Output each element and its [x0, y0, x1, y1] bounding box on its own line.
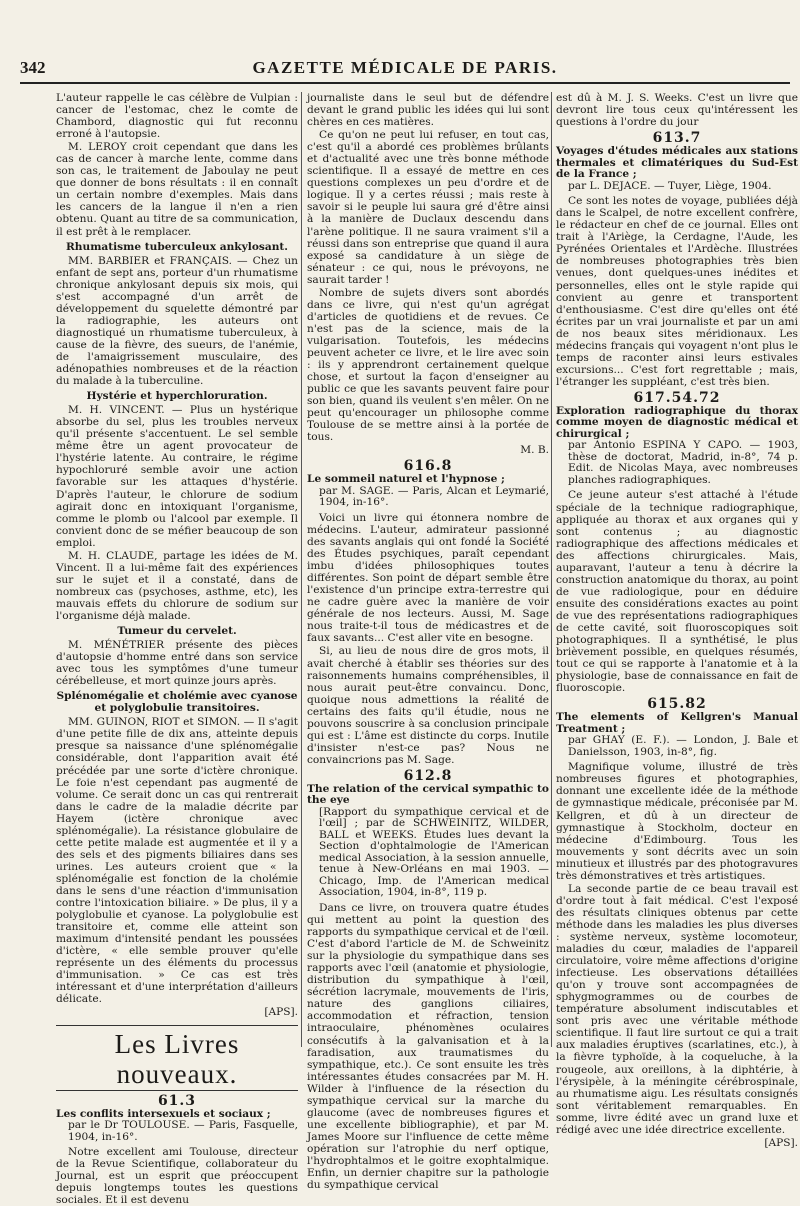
signature: [APS].	[764, 1136, 798, 1149]
paragraph: L'auteur rappelle le cas célèbre de Vulpian : cancer de l'estomac, chez le comte de Chambord, diagnostic qui fut reconnu erroné à l'autopsie.	[56, 92, 298, 141]
column-divider	[551, 92, 552, 1047]
book-title: Voyages d'études médicales aux stations thermales et climatériques du Sud-Est de la France ;	[556, 145, 798, 181]
book-info: par M. SAGE. — Paris, Alcan et Leymarié, 1904, in-16°.	[319, 484, 549, 509]
column-middle	[307, 92, 549, 1192]
column-right	[556, 92, 798, 1149]
paragraph: Ce sont les notes de voyage, publiées déjà dans le Scalpel, de notre excellent confrère, le rédacteur en chef de ce journal. Elles ont trait à l'Ariège, la Cerdagne, l'Aude, les Pyrénées Orientales et l'Ardèche. Illustrées de nombreuses photographies très bien venues, dont quelques-unes inédites et personnelles, elles ont le style rapide qui convient au genre et transportent d'enthousiasme. C'est dire qu'elles ont été écrites par un vrai journaliste et par un ami de nos beaux sites méridionaux. Les médecins français qui voyagent n'ont plus le temps de raconter ainsi leurs estivales excursions... C'est fort regrettable ; mais, l'étranger les suppléant, c'est très bien.	[556, 195, 798, 388]
classification-number: 615.82	[647, 696, 707, 713]
paragraph: MM. GUINON, RIOT et SIMON. — Il s'agit d'une petite fille de dix ans, atteinte depuis presque sa naissance d'une splénomégalie considérable, dont l'apparition avait été précédée par une sorte d'ictère chronique. Le foie n'est cependant pas augmenté de volume. Ce serait donc un cas qui rentrerait dans le cadre de la maladie décrite par Hayem (ictère chronique avec splénomégalie). La résistance globulaire de cette petite malade est augmentée et il y a des sels et des pigments biliaires dans ses urines. Les auteurs croient que « la splénomégalie est fonction de la cholémie dans le sens d'une réaction d'immunisation contre l'intoxication biliaire. » De plus, il y a polyglobulie et cyanose. La polyglobulie est transitoire et, comme elle atteint son maximum d'intensité pendant les poussées d'ictère, « elle semble prouver qu'elle représente un des éléments du processus d'immunisation. » Ce cas est très intéressant et d'une interprétation d'ailleurs délicate.	[56, 716, 298, 1006]
classification-number: 617.54.72	[633, 389, 721, 406]
paragraph: M. MÉNÉTRIER présente des pièces d'autopsie d'homme entré dans son service avec tous les symptômes d'une tumeur cérébelleuse, et mort quinze jours après.	[56, 639, 298, 688]
signature: M. B.	[520, 444, 549, 457]
section-title: Les Livres nouveaux.	[56, 1025, 298, 1091]
paragraph: MM. BARBIER et FRANÇAIS. — Chez un enfant de sept ans, porteur d'un rhumatisme chronique ankylosant depuis six mois, qui s'est accompagné d'un arrêt de développement du squelette démontré par la radiographie, les auteurs ont diagnostiqué un rhumatisme tuberculeux, à cause de la fièvre, des sueurs, de l'anémie, de l'amaigrissement musculaire, des adénopathies nombreuses et de la réaction du malade à la tuberculine.	[56, 254, 298, 388]
book-info: par L. DEJACE. — Tuyer, Liège, 1904.	[568, 179, 772, 192]
book-info: par le Dr TOULOUSE. — Paris, Fasquelle, 1904, in-16°.	[68, 1119, 298, 1143]
signature: [APS].	[264, 1006, 298, 1019]
book-title: Les conflits intersexuels et sociaux ;	[56, 1107, 271, 1120]
book-info: par GHAY (E. F.). — London, J. Bale et Danielsson, 1903, in-8°, fig.	[568, 734, 798, 758]
paragraph: Notre excellent ami Toulouse, directeur de la Revue Scientifique, collaborateur du Journal, est un esprit que préoccupent depuis longtemps toutes les questions sociales. Et il est devenu	[56, 1146, 298, 1206]
paragraph: journaliste dans le seul but de défendre devant le grand public les idées qui lui sont chères en ces matières.	[307, 92, 549, 129]
column-left	[56, 92, 298, 1206]
subheading: Hystérie et hyperchloruration.	[86, 390, 268, 403]
paragraph: est dû à M. J. S. Weeks. C'est un livre que devront lire tous ceux qu'intéressent les questions à l'ordre du jour	[556, 92, 798, 129]
classification-number: 616.8	[403, 458, 453, 475]
subheading: Splénomégalie et cholémie avec cyanose et polyglobulie transitoires.	[56, 690, 298, 715]
paragraph: Magnifique volume, illustré de très nombreuses figures et photographies, donnant une excellente idée de la méthode de gymnastique médicale, préconisée par M. Kellgren, et dû à un directeur de gymnastique à Stockholm, docteur en médecine d'Edimbourg. Tous les mouvements y sont décrits avec un soin minutieux et illustrés par des photogravures très démonstratives et très artistiques.	[556, 761, 798, 882]
book-title: The relation of the cervical sympathic to the eye	[307, 782, 549, 807]
subheading: Tumeur du cervelet.	[117, 625, 237, 638]
paragraph: M. LEROY croit cependant que dans les cas de cancer à marche lente, comme dans son cas, le traitement de Jaboulay ne peut que donner de bons résultats : il en connaît un certain nombre d'exemples. Mais dans les cancers de la langue il n'en a rien obtenu. Quant au titre de sa communication, il est prêt à le remplacer.	[56, 141, 298, 238]
paragraph: Voici un livre qui étonnera nombre de médecins. L'auteur, admirateur passionné des savants anglais qui ont fondé la Société des Études psychiques, paraît cependant imbu d'idées philosophiques toutes différentes. Son point de départ semble être l'existence d'un principe extra-terrestre qui ne cadre guère avec la manière de voir générale de nos lecteurs. Aussi, M. Sage nous traite-t-il tous de médicastres et de faux savants... C'est aller vite en besogne.	[307, 511, 549, 645]
classification-number: 612.8	[403, 767, 453, 784]
classification-number: 61.3	[157, 1092, 197, 1109]
classification-number: 613.7	[652, 130, 702, 147]
page-header	[20, 56, 790, 84]
book-title: Le sommeil naturel et l'hypnose ;	[307, 473, 505, 486]
paragraph: M. H. CLAUDE, partage les idées de M. Vincent. Il a lui-même fait des expériences sur le sujet et il a constaté, dans de nombreux cas (psychoses, asthme, etc), les mauvais effets du chlorure de sodium sur l'organisme déjà malade.	[56, 549, 298, 622]
book-title: The elements of Kellgren's Manual Treatment ;	[556, 711, 798, 735]
book-info: [Rapport du sympathique cervical et de l'œil] ; par de SCHWEINITZ, WILDER, BALL et WEEKS. Études lues devant la Section d'ophtalmologie de l'American medical Association, à la session annuelle, tenue à New-Orléans en mai 1903. — Chicago, Imp. de l'American medical Association, 1904, in-8°, 119 p.	[319, 805, 549, 899]
journal-title: GAZETTE MÉDICALE DE PARIS.	[252, 58, 558, 77]
paragraph: M. H. VINCENT. — Plus un hystérique absorbe du sel, plus les troubles nerveux qu'il présente s'accentuent. Le sel semble même être un agent provocateur de l'hystérie latente. Au contraire, le régime hypochloruré semble avoir une action favorable sur les attaques d'hystérie. D'après l'auteur, le chlorure de sodium agirait donc en intoxiquant l'organisme, comme le plomb ou l'alcool par exemple. Il convient donc de se méfier beaucoup de son emploi.	[56, 404, 298, 549]
paragraph: Nombre de sujets divers sont abordés dans ce livre, qui n'est qu'un agrégat d'articles de quotidiens et de revues. Ce n'est pas de la science, mais de la vulgarisation. Toutefois, les médecins peuvent acheter ce livre, et le lire avec soin : ils y apprendront certainement quelque chose, et surtout la façon d'enseigner au public ce que les savants peuvent faire pour son bien, quand ils veulent s'en mêler. On ne peut qu'encourager un philosophe comme Toulouse de se mettre ainsi à la portée de tous.	[307, 286, 549, 444]
paragraph: Dans ce livre, on trouvera quatre études qui mettent au point la question des rapports du sympathique cervical et de l'œil. C'est d'abord l'article de M. de Schweinitz sur la physiologie du sympathique dans ses rapports avec l'œil (anatomie et physiologie, distribution du sympathique à l'œil, sécrétion lacrymale, mouvements de l'iris, nature des ganglions ciliaires, accommodation et réfraction, tension intraoculaire, phénomènes oculaires consécutifs à la galvanisation et à la faradisation, aux traumatismes du sympathique, etc.). Ce sont ensuite les très intéressantes études consacrées par M. H. Wilder à l'influence de la résection du sympathique cervical sur la marche du glaucome (avec de nombreuses figures et une excellente bibliographie), et par M. James Moore sur l'influence de cette même opération sur l'atrophie du nerf optique, l'hydrophtalmos et le goitre exophtalmique. Enfin, un dernier chapitre sur la pathologie du sympathique cervical	[307, 901, 549, 1192]
paragraph: Ce qu'on ne peut lui refuser, en tout cas, c'est qu'il a abordé ces problèmes brûlants et d'actualité avec une très bonne méthode scientifique. Il a essayé de mettre en ces questions complexes un peu d'ordre et de logique. Il y a certes réussi ; mais reste à savoir si le peuple lui saura gré d'être ainsi à la manière de Duclaux descendu dans l'arène politique. Il ne saura vraiment s'il a réussi dans son entreprise que quand il aura exposé sa candidature à un siège de sénateur : ce qui, nous le prévoyons, ne saurait tarder !	[307, 129, 549, 286]
column-divider	[301, 92, 302, 1047]
subheading: Rhumatisme tuberculeux ankylosant.	[65, 240, 288, 253]
paragraph: Ce jeune auteur s'est attaché à l'étude spéciale de la technique radiographique, appliquée au thorax et aux organes qui y sont contenus ; au diagnostic radiographique des affections médicales et des affections chirurgicales. Mais, auparavant, l'auteur a tenu à décrire la construction anatomique du thorax, au point de vue radiologique, pour en déduire ensuite des considérations exactes au point de vue des représentations radiographiques de cette cavité, soit fluoroscopiques soit photographiques. Il a synthétisé, le plus brièvement possible, en quelques résumés, tout ce qui se rapporte à l'anatomie et à la physiologie, base de connaissance en fait de fluoroscopie.	[556, 489, 798, 695]
paragraph: Si, au lieu de nous dire de gros mots, il avait cherché à établir ses théories sur des raisonnements humains compréhensibles, il nous aurait peut-être convaincu. Donc, quoique nous admettions la réalité de certains des faits qu'il étudie, nous ne pouvons souscrire à sa conclusion principale qui est : L'âme est distincte du corps. Inutile d'insister n'est-ce pas? Nous ne convaincrions pas M. Sage.	[307, 645, 549, 766]
book-info: par Antonio ESPINA Y CAPO. — 1903, thèse de doctorat, Madrid, in-8°, 74 p. Edit. de Nicolas Maya, avec nombreuses planches radiographiques.	[568, 439, 798, 486]
book-title: Exploration radiographique du thorax comme moyen de diagnostic médical et chirurgical ;	[556, 404, 798, 440]
paragraph: La seconde partie de ce beau travail est d'ordre tout à fait médical. C'est l'exposé des résultats cliniques obtenus par cette méthode dans les maladies les plus diverses : système nerveux, système locomoteur, maladies du cœur, maladies de l'appareil circulatoire, voire même affections d'origine infectieuse. Les observations détaillées qu'on y trouve sont accompagnées de sphygmogrammes ou de courbes de température absolument indiscutables et sont pris avec une véritable méthode scientifique. Il faut lire surtout ce qui a trait aux maladies éruptives (scarlatines, etc.), à la fièvre typhoïde, à la coqueluche, à la rougeole, aux oreillons, à la diphtérie, à l'érysipèle, à la méningite cérébrospinale, au rhumatisme aigu. Les résultats consignés sont véritablement remarquables. En somme, livre édité avec un grand luxe et rédigé avec une idée directrice excellente.	[556, 882, 798, 1136]
page-number: 342	[20, 58, 46, 77]
